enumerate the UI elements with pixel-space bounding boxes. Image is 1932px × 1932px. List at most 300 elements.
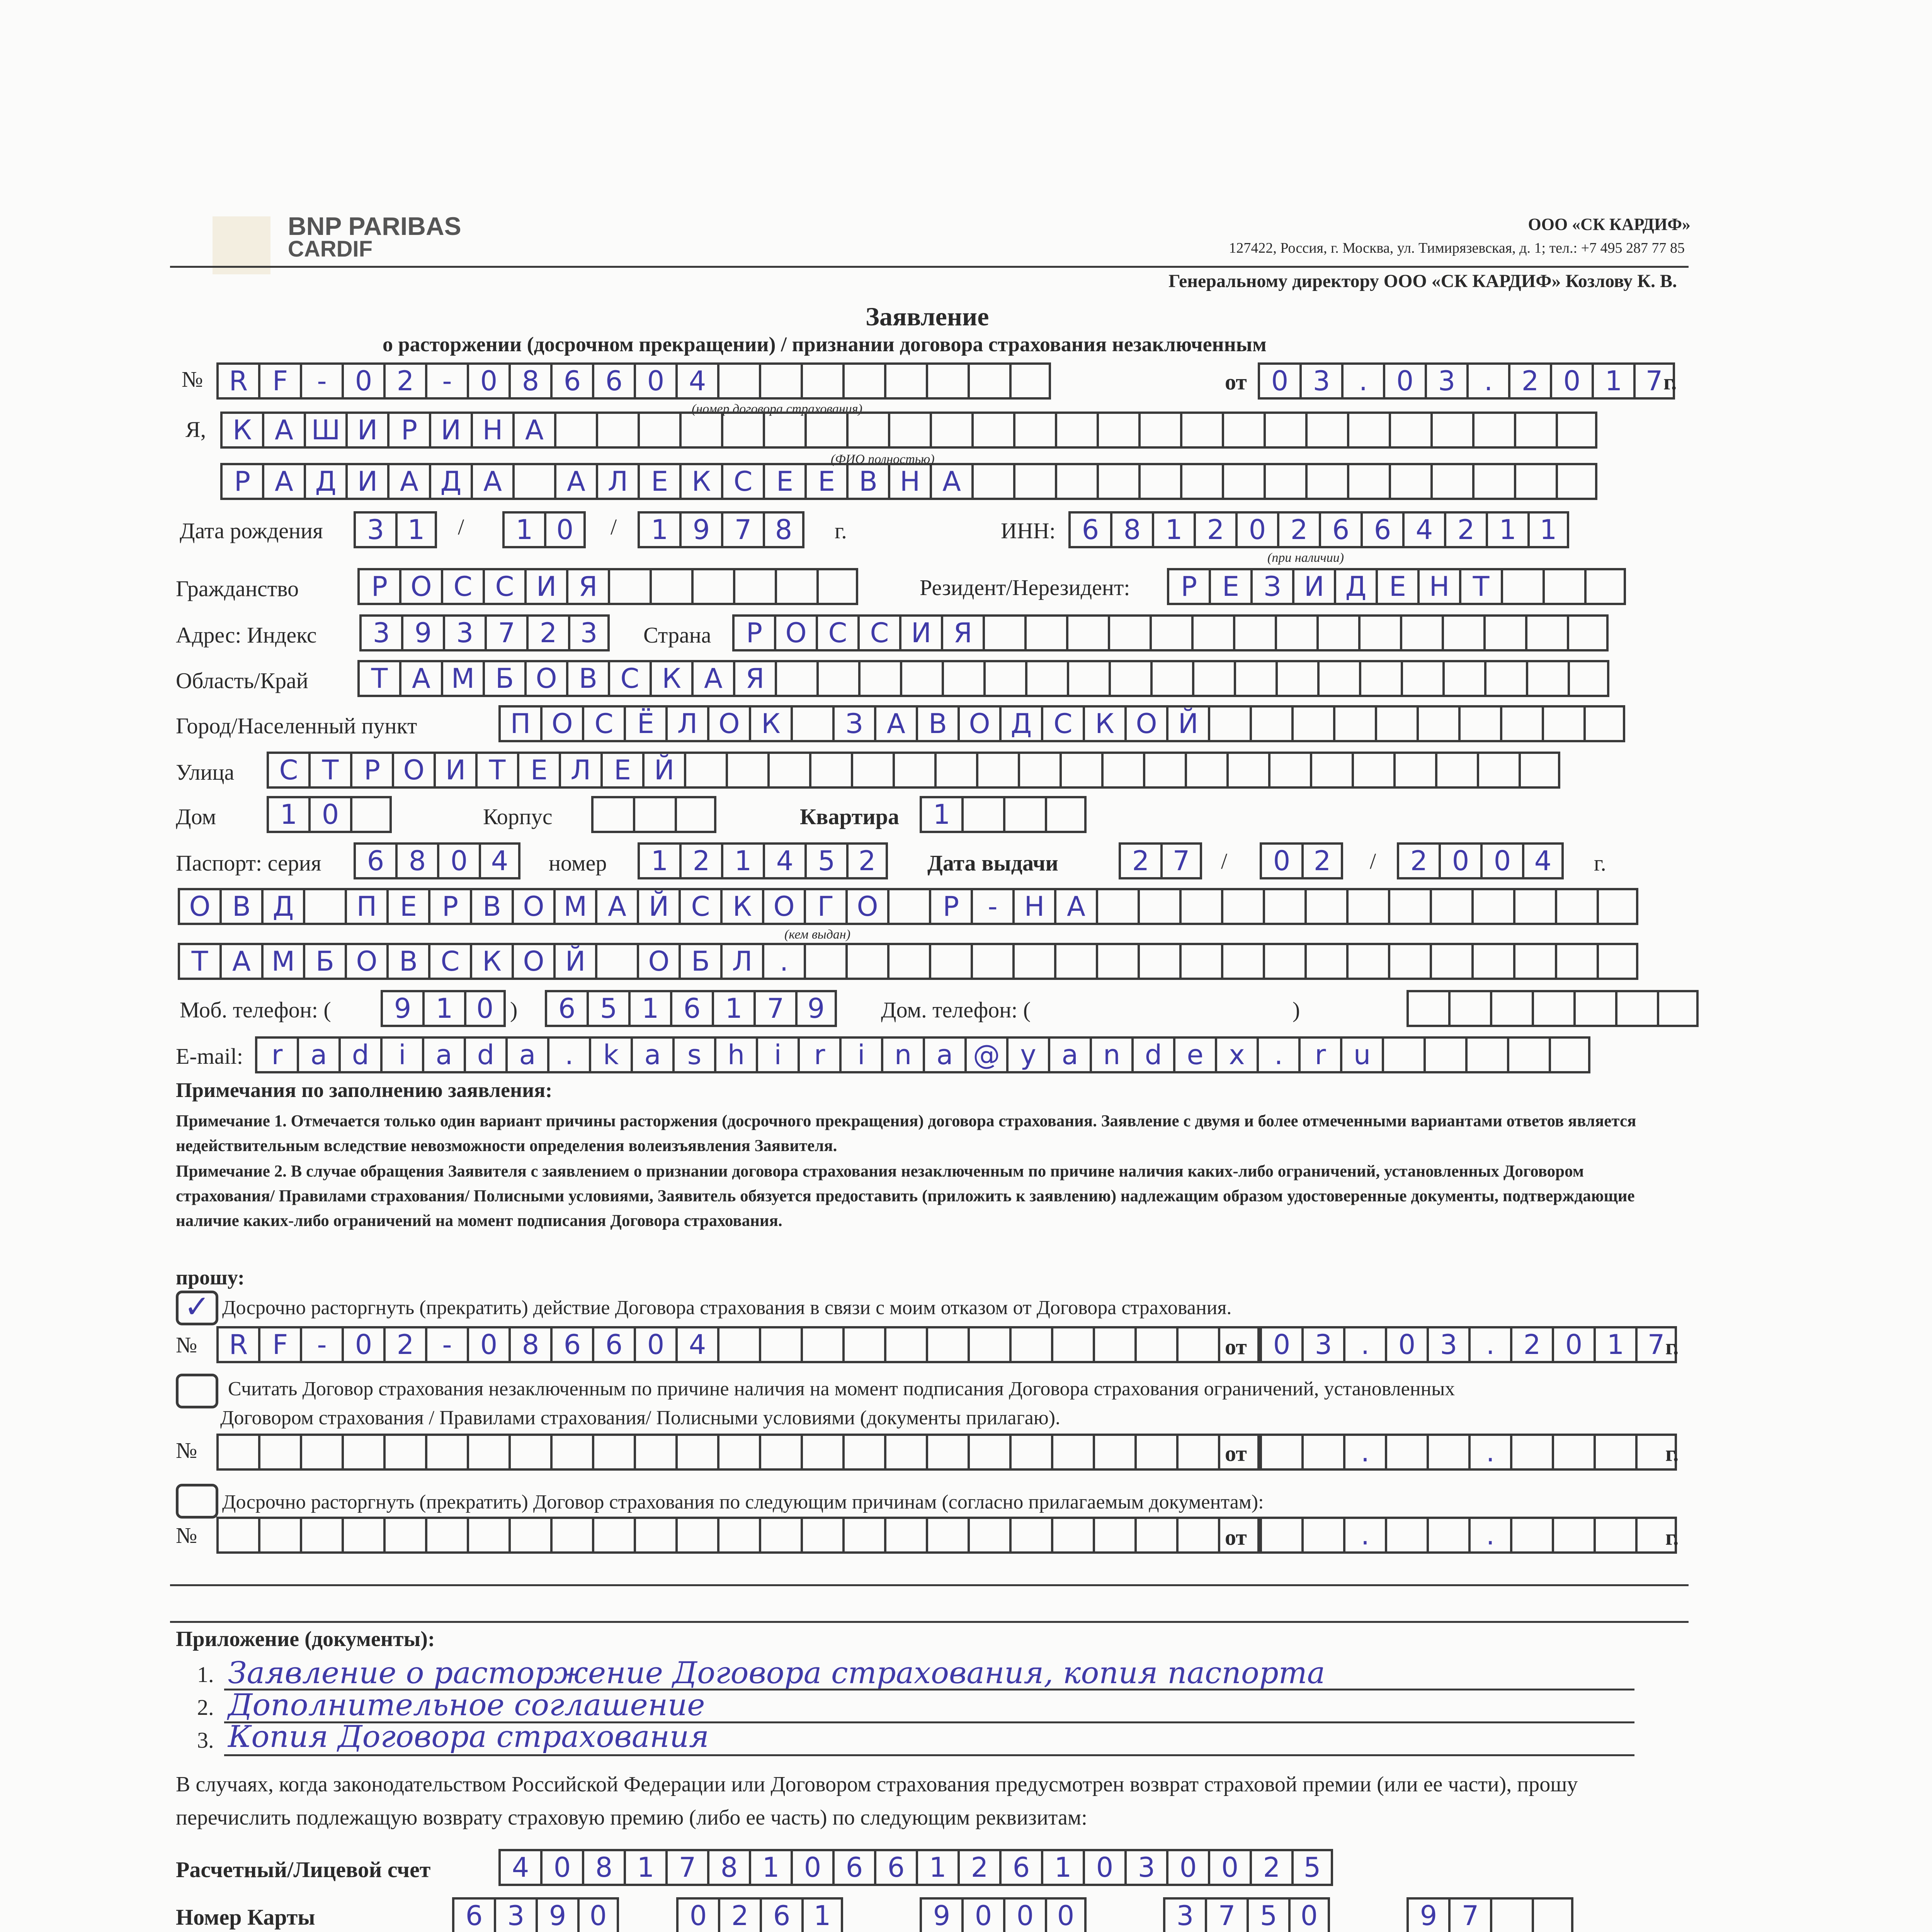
- char-cell: 0: [342, 1326, 383, 1363]
- char-cell: .: [1341, 362, 1383, 400]
- char-cell: 0: [1480, 842, 1522, 879]
- option-2-checkbox[interactable]: [176, 1374, 218, 1408]
- char-cell: [1471, 888, 1513, 925]
- char-cell: [971, 943, 1012, 980]
- char-cell: К: [720, 888, 762, 925]
- char-cell: [258, 1434, 300, 1471]
- char-cell: А: [874, 705, 916, 742]
- char-cell: А: [512, 412, 554, 449]
- char-cell: Л: [596, 463, 638, 500]
- char-cell: [926, 1517, 968, 1554]
- country-label: Страна: [643, 622, 711, 648]
- char-cell: 0: [1550, 362, 1592, 400]
- char-cell: [900, 660, 942, 697]
- char-cell: [1400, 614, 1442, 651]
- char-cell: [258, 1517, 300, 1554]
- char-cell: [383, 1517, 425, 1554]
- char-cell: Н: [1012, 888, 1054, 925]
- char-cell: [842, 1326, 884, 1363]
- birth-year-boxes[interactable]: [638, 511, 804, 548]
- year-label: г.: [1663, 369, 1677, 395]
- char-cell: [801, 1434, 842, 1471]
- char-cell: [1101, 752, 1143, 789]
- char-cell: -: [300, 1326, 342, 1363]
- contract-date-boxes[interactable]: [1258, 362, 1675, 400]
- char-cell: 7: [1633, 362, 1675, 400]
- char-cell: i: [380, 1036, 422, 1073]
- char-cell: [342, 1517, 383, 1554]
- char-cell: Е: [638, 463, 679, 500]
- char-cell: И: [1292, 568, 1334, 605]
- char-cell: a: [923, 1036, 964, 1073]
- opt3-date-boxes[interactable]: [1260, 1517, 1677, 1554]
- char-cell: .: [1343, 1517, 1385, 1554]
- char-cell: [1556, 412, 1597, 449]
- char-cell: [1442, 614, 1483, 651]
- char-cell: С: [428, 943, 470, 980]
- char-cell: [509, 1434, 550, 1471]
- issue-year-suffix: г.: [1594, 850, 1606, 876]
- char-cell: a: [631, 1036, 672, 1073]
- contract-number-boxes[interactable]: [216, 362, 1051, 400]
- char-cell: [1093, 1517, 1134, 1554]
- char-cell: [968, 362, 1009, 400]
- char-cell: [1301, 1517, 1343, 1554]
- char-cell: 1: [721, 842, 763, 879]
- char-cell: 2: [957, 1849, 999, 1886]
- char-cell: 3: [359, 614, 401, 651]
- char-cell: [816, 660, 858, 697]
- char-cell: [1275, 614, 1316, 651]
- char-cell: 2: [1277, 511, 1319, 548]
- char-cell: Л: [720, 943, 762, 980]
- char-cell: 1: [1527, 511, 1569, 548]
- char-cell: R: [216, 1326, 258, 1363]
- char-cell: [801, 1326, 842, 1363]
- char-cell: [1514, 463, 1556, 500]
- issued-by-boxes-2[interactable]: [178, 943, 1638, 980]
- char-cell: 2: [1397, 842, 1439, 879]
- char-cell: [1615, 990, 1657, 1027]
- char-cell: [1208, 705, 1250, 742]
- char-cell: А: [262, 463, 304, 500]
- char-cell: [887, 943, 929, 980]
- char-cell: [1108, 614, 1150, 651]
- char-cell: 1: [638, 842, 679, 879]
- opt1-date-boxes[interactable]: [1260, 1326, 1677, 1363]
- char-cell: [791, 705, 832, 742]
- card-boxes-2[interactable]: [676, 1897, 843, 1932]
- char-cell: 2: [846, 842, 888, 879]
- card-boxes-1[interactable]: [452, 1897, 619, 1932]
- char-cell: .: [1343, 1434, 1385, 1471]
- char-cell: 3: [1163, 1897, 1205, 1932]
- birth-month-boxes[interactable]: [502, 511, 586, 548]
- issued-by-boxes-1[interactable]: [178, 888, 1638, 925]
- card-boxes-5[interactable]: [1406, 1897, 1573, 1932]
- char-cell: [1012, 943, 1054, 980]
- char-cell: Б: [303, 943, 345, 980]
- char-cell: И: [899, 614, 941, 651]
- char-cell: [638, 412, 679, 449]
- char-cell: [759, 1434, 801, 1471]
- char-cell: Д: [999, 705, 1041, 742]
- char-cell: З: [832, 705, 874, 742]
- char-cell: [1096, 943, 1138, 980]
- char-cell: -: [425, 362, 467, 400]
- char-cell: [467, 1517, 509, 1554]
- char-cell: 0: [1260, 1326, 1301, 1363]
- char-cell: О: [707, 705, 749, 742]
- char-cell: [1176, 1326, 1218, 1363]
- char-cell: [425, 1517, 467, 1554]
- fio-hint: (ФИО полностью): [831, 452, 935, 466]
- char-cell: [846, 412, 888, 449]
- issue-month-boxes[interactable]: [1260, 842, 1343, 879]
- resident-boxes[interactable]: [1167, 568, 1626, 605]
- char-cell: С: [679, 888, 720, 925]
- char-cell: 6: [670, 990, 712, 1027]
- char-cell: 3: [1299, 362, 1341, 400]
- attachment-text-2: Дополнительное соглашение: [228, 1688, 705, 1723]
- char-cell: [1009, 1517, 1051, 1554]
- char-cell: О: [774, 614, 816, 651]
- char-cell: [1310, 752, 1352, 789]
- issue-day-boxes[interactable]: [1119, 842, 1202, 879]
- char-cell: 4: [1522, 842, 1564, 879]
- char-cell: [1385, 1517, 1427, 1554]
- char-cell: [684, 752, 726, 789]
- char-cell: [1472, 412, 1514, 449]
- opt1-from-label: от: [1225, 1334, 1247, 1359]
- account-boxes[interactable]: [498, 1849, 1333, 1886]
- doc-subtitle: о расторжении (досрочном прекращении) / признании договора страхования незаключенным: [383, 333, 1267, 356]
- char-cell: [968, 1517, 1009, 1554]
- note-1: Примечание 1. Отмечается только один вариант причины расторжения (досрочного прекращения) договора страхования. Заявление с двумя и более отмеченными вариантами ответов является недействительным вследствие невозможности определения волеизъявления Заявителя.: [176, 1112, 1636, 1155]
- char-cell: Й: [553, 943, 595, 980]
- char-cell: 6: [832, 1849, 874, 1886]
- char-cell: В: [219, 888, 261, 925]
- char-cell: [1192, 660, 1234, 697]
- korpus-boxes[interactable]: [591, 796, 716, 833]
- char-cell: [1264, 463, 1305, 500]
- char-cell: Н: [888, 463, 930, 500]
- char-cell: [971, 463, 1013, 500]
- char-cell: 3: [494, 1897, 536, 1932]
- char-cell: М: [261, 943, 303, 980]
- char-cell: И: [429, 412, 471, 449]
- opt2-no-label: №: [176, 1438, 197, 1463]
- char-cell: [1594, 1434, 1635, 1471]
- char-cell: [1567, 614, 1609, 651]
- char-cell: 2: [679, 842, 721, 879]
- char-cell: [1556, 463, 1597, 500]
- street-boxes[interactable]: [267, 752, 1560, 789]
- char-cell: [733, 568, 775, 605]
- char-cell: [842, 362, 884, 400]
- char-cell: [1584, 568, 1626, 605]
- char-cell: [1018, 752, 1060, 789]
- logo-line1: BNP PARIBAS: [288, 212, 461, 240]
- char-cell: n: [1090, 1036, 1131, 1073]
- citizenship-boxes[interactable]: [357, 568, 858, 605]
- char-cell: [608, 568, 650, 605]
- char-cell: Е: [1376, 568, 1417, 605]
- char-cell: 6: [999, 1849, 1041, 1886]
- char-cell: О: [392, 752, 434, 789]
- surname-boxes[interactable]: [220, 412, 1597, 449]
- char-cell: О: [178, 888, 219, 925]
- char-cell: 1: [920, 796, 961, 833]
- char-cell: К: [650, 660, 691, 697]
- char-cell: 2: [1119, 842, 1160, 879]
- char-cell: [675, 796, 716, 833]
- char-cell: С: [1041, 705, 1083, 742]
- char-cell: 4: [675, 1326, 717, 1363]
- char-cell: 0: [1258, 362, 1299, 400]
- char-cell: [926, 362, 968, 400]
- char-cell: С: [608, 660, 650, 697]
- char-cell: [512, 463, 554, 500]
- char-cell: [759, 1326, 801, 1363]
- opt2-date-boxes[interactable]: [1260, 1434, 1677, 1471]
- char-cell: [884, 1517, 926, 1554]
- char-cell: 4: [479, 842, 520, 879]
- header-rule: [170, 266, 1689, 268]
- char-cell: [1406, 990, 1448, 1027]
- char-cell: 1: [502, 511, 544, 548]
- char-cell: [1510, 1434, 1552, 1471]
- opt3-year-label: г.: [1665, 1525, 1679, 1550]
- char-cell: [1067, 660, 1109, 697]
- char-cell: К: [470, 943, 512, 980]
- char-cell: [930, 412, 971, 449]
- char-cell: 0: [544, 511, 586, 548]
- char-cell: [1555, 943, 1597, 980]
- char-cell: [804, 412, 846, 449]
- char-cell: 7: [1635, 1326, 1677, 1363]
- char-cell: [1093, 1326, 1134, 1363]
- opt1-year-label: г.: [1665, 1334, 1679, 1359]
- char-cell: [1191, 614, 1233, 651]
- char-cell: К: [220, 412, 262, 449]
- index-label: Адрес: Индекс: [176, 622, 317, 648]
- char-cell: [1051, 1434, 1093, 1471]
- char-cell: Д: [1334, 568, 1376, 605]
- house-boxes[interactable]: [267, 796, 392, 833]
- char-cell: 2: [1301, 842, 1343, 879]
- char-cell: 9: [1406, 1897, 1448, 1932]
- char-cell: 1: [624, 1849, 665, 1886]
- char-cell: @: [964, 1036, 1006, 1073]
- char-cell: [717, 362, 759, 400]
- char-cell: [1430, 412, 1472, 449]
- char-cell: 9: [679, 511, 721, 548]
- char-cell: 9: [920, 1897, 961, 1932]
- char-cell: [1260, 1517, 1301, 1554]
- char-cell: [1013, 463, 1055, 500]
- passport-series-boxes[interactable]: [354, 842, 520, 879]
- char-cell: 2: [1508, 362, 1550, 400]
- opt2-contract-boxes[interactable]: [216, 1434, 1260, 1471]
- option-3-checkbox[interactable]: [176, 1484, 218, 1519]
- char-cell: 2: [1250, 1849, 1291, 1886]
- card-boxes-4[interactable]: [1163, 1897, 1330, 1932]
- card-label: Номер Карты: [176, 1905, 315, 1930]
- char-cell: [1435, 752, 1477, 789]
- option-3-text: Досрочно расторгнуть (прекратить) Договор страхования по следующим причинам (согласно прилагаемым документам):: [222, 1491, 1264, 1513]
- region-boxes[interactable]: [357, 660, 1609, 697]
- email-boxes[interactable]: [255, 1036, 1590, 1073]
- char-cell: 2: [526, 614, 568, 651]
- char-cell: [1549, 1036, 1590, 1073]
- char-cell: 0: [1083, 1849, 1124, 1886]
- char-cell: 2: [383, 362, 425, 400]
- char-cell: Т: [1459, 568, 1501, 605]
- char-cell: [1226, 752, 1268, 789]
- char-cell: [926, 1434, 968, 1471]
- char-cell: [968, 1434, 1009, 1471]
- char-cell: 8: [509, 362, 550, 400]
- char-cell: [595, 943, 637, 980]
- char-cell: [303, 888, 345, 925]
- char-cell: 0: [540, 1849, 582, 1886]
- account-label: Расчетный/Лицевой счет: [176, 1857, 431, 1882]
- birth-day-boxes[interactable]: [354, 511, 437, 548]
- char-cell: .: [1343, 1326, 1385, 1363]
- no-label: №: [182, 367, 203, 392]
- char-cell: r: [255, 1036, 297, 1073]
- issue-year-boxes[interactable]: [1397, 842, 1564, 879]
- char-cell: 0: [437, 842, 479, 879]
- mobile-code-boxes[interactable]: [381, 990, 506, 1027]
- char-cell: О: [512, 888, 553, 925]
- char-cell: [592, 1434, 634, 1471]
- house-label: Дом: [176, 804, 216, 829]
- char-cell: Й: [642, 752, 684, 789]
- char-cell: 0: [1439, 842, 1480, 879]
- attachments-heading: Приложение (документы):: [176, 1627, 435, 1651]
- mobile-number-boxes[interactable]: [545, 990, 837, 1027]
- char-cell: [1375, 705, 1417, 742]
- char-cell: [350, 796, 392, 833]
- char-cell: О: [512, 943, 553, 980]
- option-2-text-2: Договором страхования / Правилами страхования/ Полисными условиями (документы прилагаю).: [220, 1407, 1061, 1429]
- char-cell: 1: [628, 990, 670, 1027]
- char-cell: [550, 1434, 592, 1471]
- char-cell: 4: [1402, 511, 1444, 548]
- char-cell: [1484, 660, 1526, 697]
- char-cell: [1519, 752, 1560, 789]
- char-cell: Ш: [304, 412, 345, 449]
- option-1-checkbox[interactable]: ✓: [176, 1291, 218, 1325]
- char-cell: С: [441, 568, 483, 605]
- char-cell: F: [258, 1326, 300, 1363]
- char-cell: [1346, 943, 1388, 980]
- char-cell: 0: [1235, 511, 1277, 548]
- char-cell: 3: [1425, 362, 1466, 400]
- char-cell: 5: [1247, 1897, 1288, 1932]
- char-cell: П: [345, 888, 386, 925]
- char-cell: [1013, 412, 1055, 449]
- opt1-contract-boxes[interactable]: [216, 1326, 1260, 1363]
- char-cell: a: [422, 1036, 464, 1073]
- char-cell: В: [386, 943, 428, 980]
- char-cell: [1060, 752, 1101, 789]
- char-cell: 9: [381, 990, 422, 1027]
- char-cell: [1389, 412, 1430, 449]
- char-cell: 4: [675, 362, 717, 400]
- inn-boxes[interactable]: [1068, 511, 1569, 548]
- char-cell: [1176, 1517, 1218, 1554]
- char-cell: [1483, 614, 1525, 651]
- char-cell: [804, 943, 845, 980]
- attachment-num-3: 3.: [197, 1728, 214, 1753]
- char-cell: .: [1257, 1036, 1298, 1073]
- char-cell: [1134, 1326, 1176, 1363]
- passport-number-boxes[interactable]: [638, 842, 888, 879]
- char-cell: О: [524, 660, 566, 697]
- char-cell: К: [749, 705, 791, 742]
- card-boxes-3[interactable]: [920, 1897, 1087, 1932]
- char-cell: d: [338, 1036, 380, 1073]
- char-cell: [1555, 888, 1597, 925]
- char-cell: [675, 1517, 717, 1554]
- char-cell: [650, 568, 691, 605]
- char-cell: 0: [1383, 362, 1425, 400]
- company-address: 127422, Россия, г. Москва, ул. Тимирязевская, д. 1; тел.: +7 495 287 77 85: [1229, 240, 1685, 256]
- char-cell: [1514, 412, 1556, 449]
- char-cell: [1542, 705, 1583, 742]
- char-cell: [1097, 463, 1138, 500]
- char-cell: А: [930, 463, 971, 500]
- char-cell: [1009, 362, 1051, 400]
- char-cell: [1134, 1434, 1176, 1471]
- char-cell: С: [483, 568, 524, 605]
- slash-2: /: [611, 514, 617, 539]
- char-cell: [721, 412, 763, 449]
- char-cell: [1430, 943, 1471, 980]
- city-boxes[interactable]: [498, 705, 1625, 742]
- char-cell: [1221, 943, 1263, 980]
- addressee: Генеральному директору ООО «СК КАРДИФ» Козлову К. В.: [1168, 271, 1677, 291]
- char-cell: [634, 1517, 675, 1554]
- char-cell: [816, 568, 858, 605]
- char-cell: [1179, 888, 1221, 925]
- index-boxes[interactable]: [359, 614, 610, 651]
- apartment-boxes[interactable]: [920, 796, 1087, 833]
- char-cell: И: [345, 412, 387, 449]
- char-cell: [691, 568, 733, 605]
- opt3-contract-boxes[interactable]: [216, 1517, 1260, 1554]
- korpus-label: Корпус: [483, 804, 553, 829]
- char-cell: [596, 412, 638, 449]
- char-cell: [801, 362, 842, 400]
- name-boxes[interactable]: [220, 463, 1597, 500]
- country-boxes[interactable]: [732, 614, 1609, 651]
- char-cell: 1: [638, 511, 679, 548]
- char-cell: [1552, 1517, 1594, 1554]
- char-cell: [1423, 1036, 1465, 1073]
- char-cell: 6: [760, 1897, 801, 1932]
- char-cell: 0: [1003, 1897, 1045, 1932]
- char-cell: .: [1466, 362, 1508, 400]
- citizenship-label: Гражданство: [176, 576, 299, 601]
- char-cell: [1388, 943, 1430, 980]
- char-cell: a: [297, 1036, 338, 1073]
- char-cell: [1305, 463, 1347, 500]
- home-phone-boxes[interactable]: [1406, 990, 1699, 1027]
